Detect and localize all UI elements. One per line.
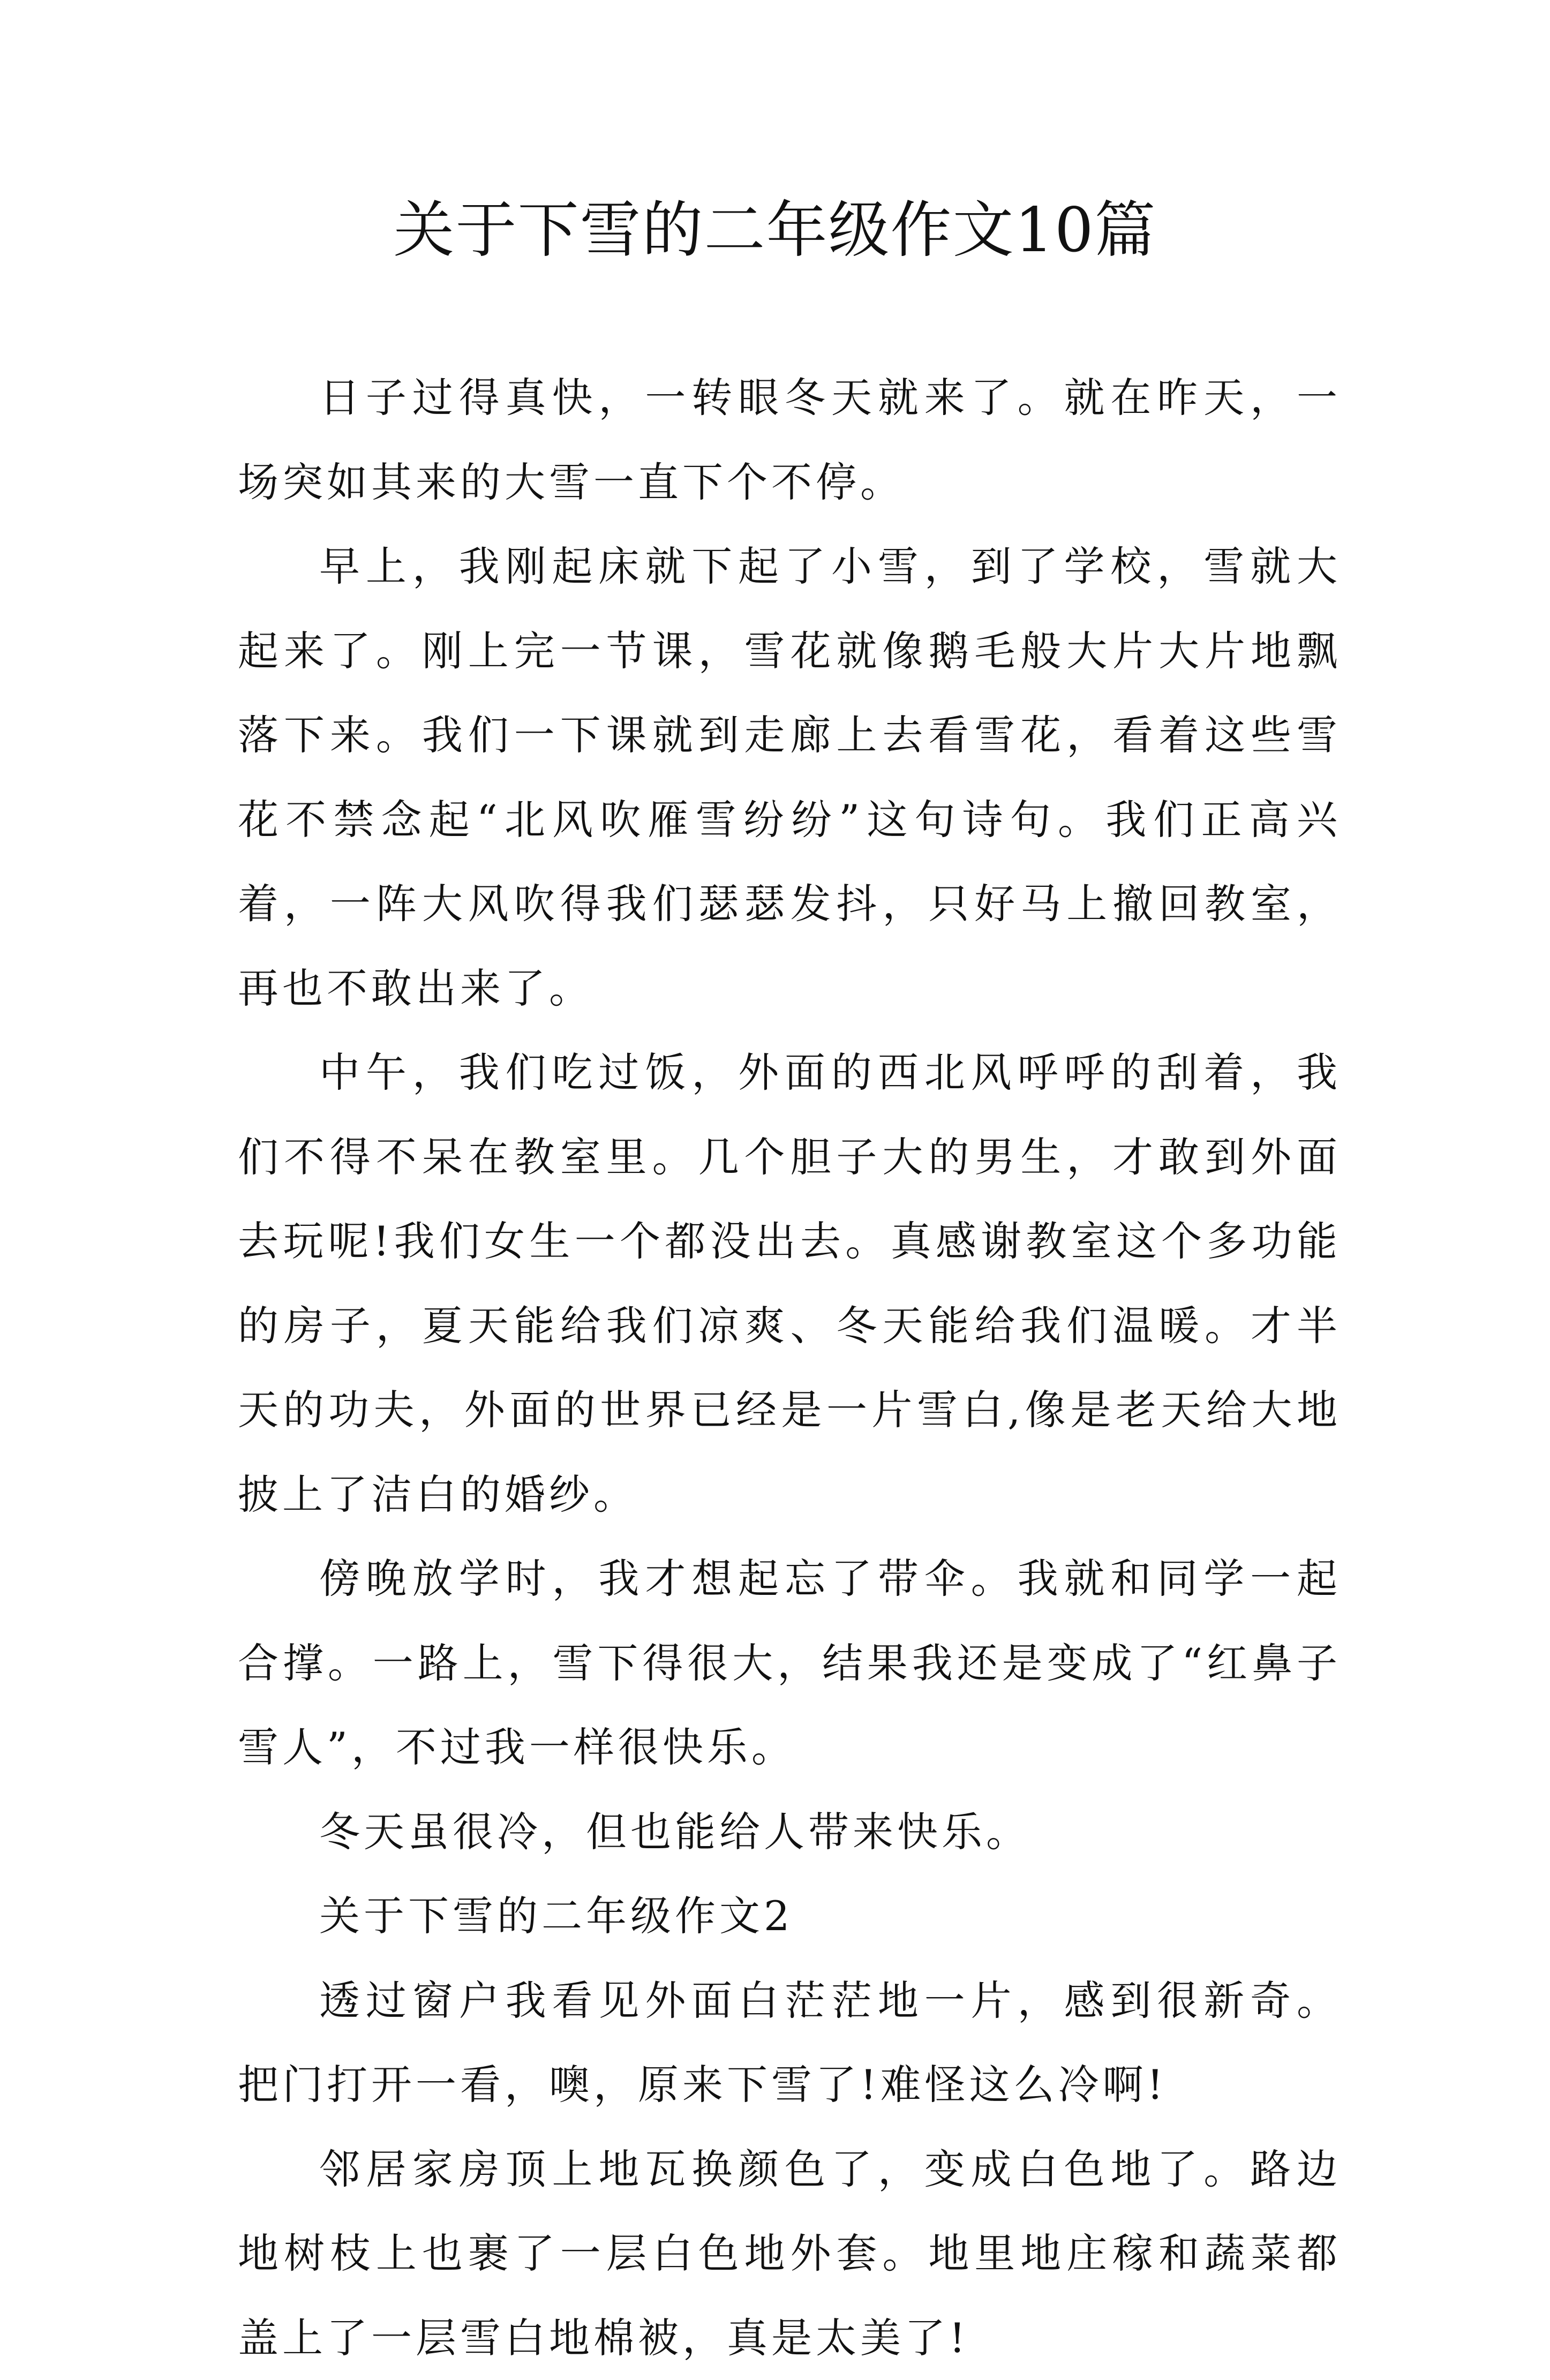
paragraph-7: 邻居家房顶上地瓦换颜色了，变成白色地了。路边地树枝上也裹了一层白色地外套。地里地庄稼和蔬菜都盖上了一层雪白地棉被，真是太美了!	[238, 2127, 1341, 2380]
document-title: 关于下雪的二年级作文10篇	[0, 187, 1550, 273]
section-heading-2: 关于下雪的二年级作文2	[238, 1874, 1341, 1959]
paragraph-1: 日子过得真快，一转眼冬天就来了。就在昨天，一场突如其来的大雪一直下个不停。	[238, 356, 1341, 524]
paragraph-2: 早上，我刚起床就下起了小雪，到了学校，雪就大起来了。刚上完一节课，雪花就像鹅毛般大片大片地飘落下来。我们一下课就到走廊上去看雪花，看着这些雪花不禁念起“北风吹雁雪纷纷”这句诗句。我们正高兴着，一阵大风吹得我们瑟瑟发抖，只好马上撤回教室，再也不敢出来了。	[238, 524, 1341, 1030]
paragraph-5: 冬天虽很冷，但也能给人带来快乐。	[238, 1790, 1341, 1874]
paragraph-6: 透过窗户我看见外面白茫茫地一片，感到很新奇。把门打开一看，噢，原来下雪了!难怪这么冷啊!	[238, 1959, 1341, 2127]
paragraph-4: 傍晚放学时，我才想起忘了带伞。我就和同学一起合撑。一路上，雪下得很大，结果我还是变成了“红鼻子雪人”，不过我一样很快乐。	[238, 1537, 1341, 1790]
paragraph-3: 中午，我们吃过饭，外面的西北风呼呼的刮着，我们不得不呆在教室里。几个胆子大的男生，才敢到外面去玩呢!我们女生一个都没出去。真感谢教室这个多功能的房子，夏天能给我们凉爽、冬天能给我们温暖。才半天的功夫，外面的世界已经是一片雪白,像是老天给大地披上了洁白的婚纱。	[238, 1030, 1341, 1537]
document-body	[238, 356, 1341, 2380]
